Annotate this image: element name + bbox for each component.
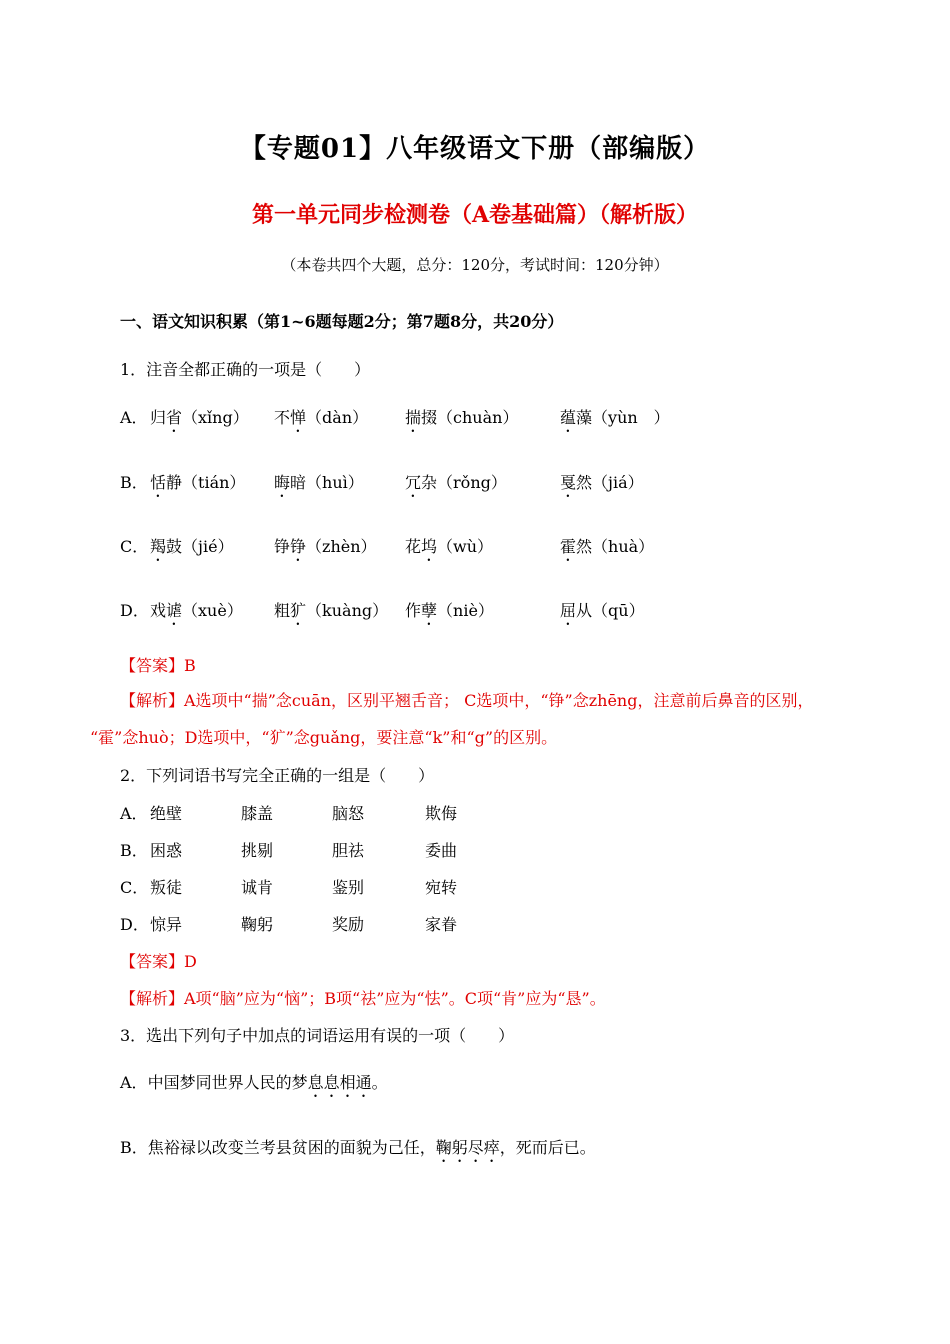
page-title: 【专题01】八年级语文下册（部编版） bbox=[239, 134, 711, 164]
pinyin-text: （chuàn） bbox=[437, 408, 519, 427]
q1-analysis-line2: “霍”念huò；D选项中，“犷”念guǎng，要注意“k”和“g”的区别。 bbox=[90, 728, 558, 747]
q1-answer: 【答案】B bbox=[120, 656, 196, 675]
dotted-char: 谑 bbox=[166, 601, 183, 620]
pinyin-item bbox=[560, 470, 644, 501]
pinyin-item bbox=[405, 470, 507, 501]
q3-option-a bbox=[120, 1070, 388, 1101]
option-letter: A． bbox=[120, 1073, 148, 1092]
option-letter: D． bbox=[120, 601, 149, 620]
word-char: 掇 bbox=[421, 408, 438, 427]
q1-option-row bbox=[120, 470, 880, 494]
word-char: 戏 bbox=[150, 601, 167, 620]
option-word: 家眷 bbox=[425, 915, 458, 934]
q2-option-row bbox=[120, 912, 880, 936]
q1-option-row bbox=[120, 598, 880, 622]
page-subtitle: 第一单元同步检测卷（A卷基础篇）（解析版） bbox=[251, 202, 699, 228]
q2-stem: 2．下列词语书写完全正确的一组是（ ） bbox=[120, 766, 435, 785]
option-letter: C． bbox=[120, 537, 149, 556]
option-text: 焦裕禄以改变兰考县贫困的面貌为己任， bbox=[147, 1138, 436, 1157]
dotted-char: 冗 bbox=[405, 473, 422, 492]
dotted-char: 铮 bbox=[290, 537, 307, 556]
option-word: 委曲 bbox=[425, 841, 458, 860]
word-char: 归 bbox=[150, 408, 167, 427]
q2-answer: 【答案】D bbox=[120, 952, 197, 971]
pinyin-item bbox=[274, 534, 377, 565]
dotted-char: 恬 bbox=[150, 473, 167, 492]
pinyin-item bbox=[405, 534, 493, 565]
dotted-char: 惮 bbox=[290, 408, 307, 427]
option-word: 惊异 bbox=[150, 915, 183, 934]
word-char: 藻 bbox=[576, 408, 593, 427]
option-letter: A． bbox=[120, 408, 148, 427]
option-letter: C． bbox=[120, 878, 149, 897]
option-word: 宛转 bbox=[425, 878, 458, 897]
pinyin-text: （jié） bbox=[182, 537, 234, 556]
option-word: 鞠躬 bbox=[241, 915, 274, 934]
pinyin-item bbox=[560, 405, 670, 436]
dotted-char: 蕴 bbox=[560, 408, 577, 427]
pinyin-item bbox=[405, 405, 518, 436]
pinyin-text: （tián） bbox=[182, 473, 246, 492]
option-word: 绝壁 bbox=[150, 804, 183, 823]
pinyin-text: （wù） bbox=[437, 537, 494, 556]
pinyin-item bbox=[274, 598, 388, 629]
pinyin-text: （dàn） bbox=[306, 408, 369, 427]
q1-option-row bbox=[120, 534, 880, 558]
word-char: 粗 bbox=[274, 601, 291, 620]
q3-stem: 3．选出下列句子中加点的词语运用有误的一项（ ） bbox=[120, 1026, 515, 1045]
option-word: 鉴别 bbox=[332, 878, 365, 897]
word-char: 花 bbox=[405, 537, 422, 556]
option-word: 奖励 bbox=[332, 915, 365, 934]
option-letter: D． bbox=[120, 915, 149, 934]
option-word: 诚肯 bbox=[241, 878, 274, 897]
dotted-char: 羯 bbox=[150, 537, 167, 556]
pinyin-item bbox=[405, 598, 494, 629]
option-text-end: ，死而后已。 bbox=[499, 1138, 596, 1157]
pinyin-item bbox=[150, 534, 234, 565]
q2-analysis: 【解析】A项“脑”应为“恼”；B项“祛”应为“怯”。C项“肯”应为“恳”。 bbox=[120, 989, 606, 1008]
q3-option-b bbox=[120, 1135, 596, 1166]
dotted-char: 霍 bbox=[560, 537, 577, 556]
section-heading: 一、语文知识积累（第1~6题每题2分；第7题8分，共20分） bbox=[120, 312, 564, 331]
word-char: 然 bbox=[576, 537, 593, 556]
pinyin-text: （kuàng） bbox=[306, 601, 389, 620]
pinyin-text: （zhèn） bbox=[306, 537, 377, 556]
word-char: 不 bbox=[274, 408, 291, 427]
option-word: 膝盖 bbox=[241, 804, 274, 823]
q2-option-row bbox=[120, 801, 880, 825]
option-word: 欺侮 bbox=[425, 804, 458, 823]
dotted-char: 屈 bbox=[560, 601, 577, 620]
q2-option-row bbox=[120, 838, 880, 862]
pinyin-item bbox=[150, 405, 249, 436]
pinyin-text: （jiá） bbox=[592, 473, 644, 492]
word-char: 从 bbox=[576, 601, 593, 620]
pinyin-text: （qū） bbox=[592, 601, 645, 620]
dotted-phrase: 息息相通 bbox=[307, 1073, 372, 1092]
pinyin-text: （yùn ） bbox=[592, 408, 670, 427]
word-char: 铮 bbox=[274, 537, 291, 556]
q2-option-row bbox=[120, 875, 880, 899]
option-word: 胆祛 bbox=[332, 841, 365, 860]
pinyin-text: （rǒng） bbox=[437, 473, 507, 492]
pinyin-item bbox=[150, 598, 243, 629]
exam-note: （本卷共四个大题，总分：120分，考试时间：120分钟） bbox=[281, 256, 669, 274]
pinyin-text: （niè） bbox=[437, 601, 494, 620]
dotted-phrase: 鞠躬尽瘁 bbox=[435, 1138, 500, 1157]
pinyin-text: （xǐng） bbox=[182, 408, 249, 427]
q1-option-row bbox=[120, 405, 880, 429]
dotted-char: 戛 bbox=[560, 473, 577, 492]
pinyin-item bbox=[274, 405, 368, 436]
word-char: 暗 bbox=[290, 473, 307, 492]
pinyin-item bbox=[560, 534, 654, 565]
dotted-char: 孽 bbox=[421, 601, 438, 620]
word-char: 然 bbox=[576, 473, 593, 492]
word-char: 鼓 bbox=[166, 537, 183, 556]
option-text: 中国梦同世界人民的梦 bbox=[147, 1073, 308, 1092]
q1-analysis-line1: 【解析】A选项中“揣”念cuān，区别平翘舌音； C选项中，“铮”念zhēng，注意前后鼻音的区别， bbox=[120, 691, 814, 710]
word-char: 杂 bbox=[421, 473, 438, 492]
pinyin-item bbox=[150, 470, 245, 501]
option-letter: B． bbox=[120, 473, 148, 492]
pinyin-text: （huì） bbox=[306, 473, 364, 492]
dotted-char: 坞 bbox=[421, 537, 438, 556]
dotted-char: 省 bbox=[166, 408, 183, 427]
pinyin-item bbox=[560, 598, 645, 629]
dotted-char: 晦 bbox=[274, 473, 291, 492]
option-text-end: 。 bbox=[371, 1073, 388, 1092]
q1-analysis bbox=[90, 682, 880, 756]
option-letter: B． bbox=[120, 1138, 148, 1157]
option-letter: B． bbox=[120, 841, 148, 860]
option-word: 挑剔 bbox=[241, 841, 274, 860]
pinyin-text: （xuè） bbox=[182, 601, 243, 620]
option-word: 困惑 bbox=[150, 841, 183, 860]
word-char: 作 bbox=[405, 601, 422, 620]
pinyin-text: （huà） bbox=[592, 537, 655, 556]
option-word: 脑怒 bbox=[332, 804, 365, 823]
dotted-char: 犷 bbox=[290, 601, 307, 620]
pinyin-item bbox=[274, 470, 364, 501]
option-letter: A． bbox=[120, 804, 148, 823]
option-word: 叛徒 bbox=[150, 878, 183, 897]
dotted-char: 揣 bbox=[405, 408, 422, 427]
word-char: 静 bbox=[166, 473, 183, 492]
q1-stem: 1．注音全都正确的一项是（ ） bbox=[120, 360, 371, 379]
